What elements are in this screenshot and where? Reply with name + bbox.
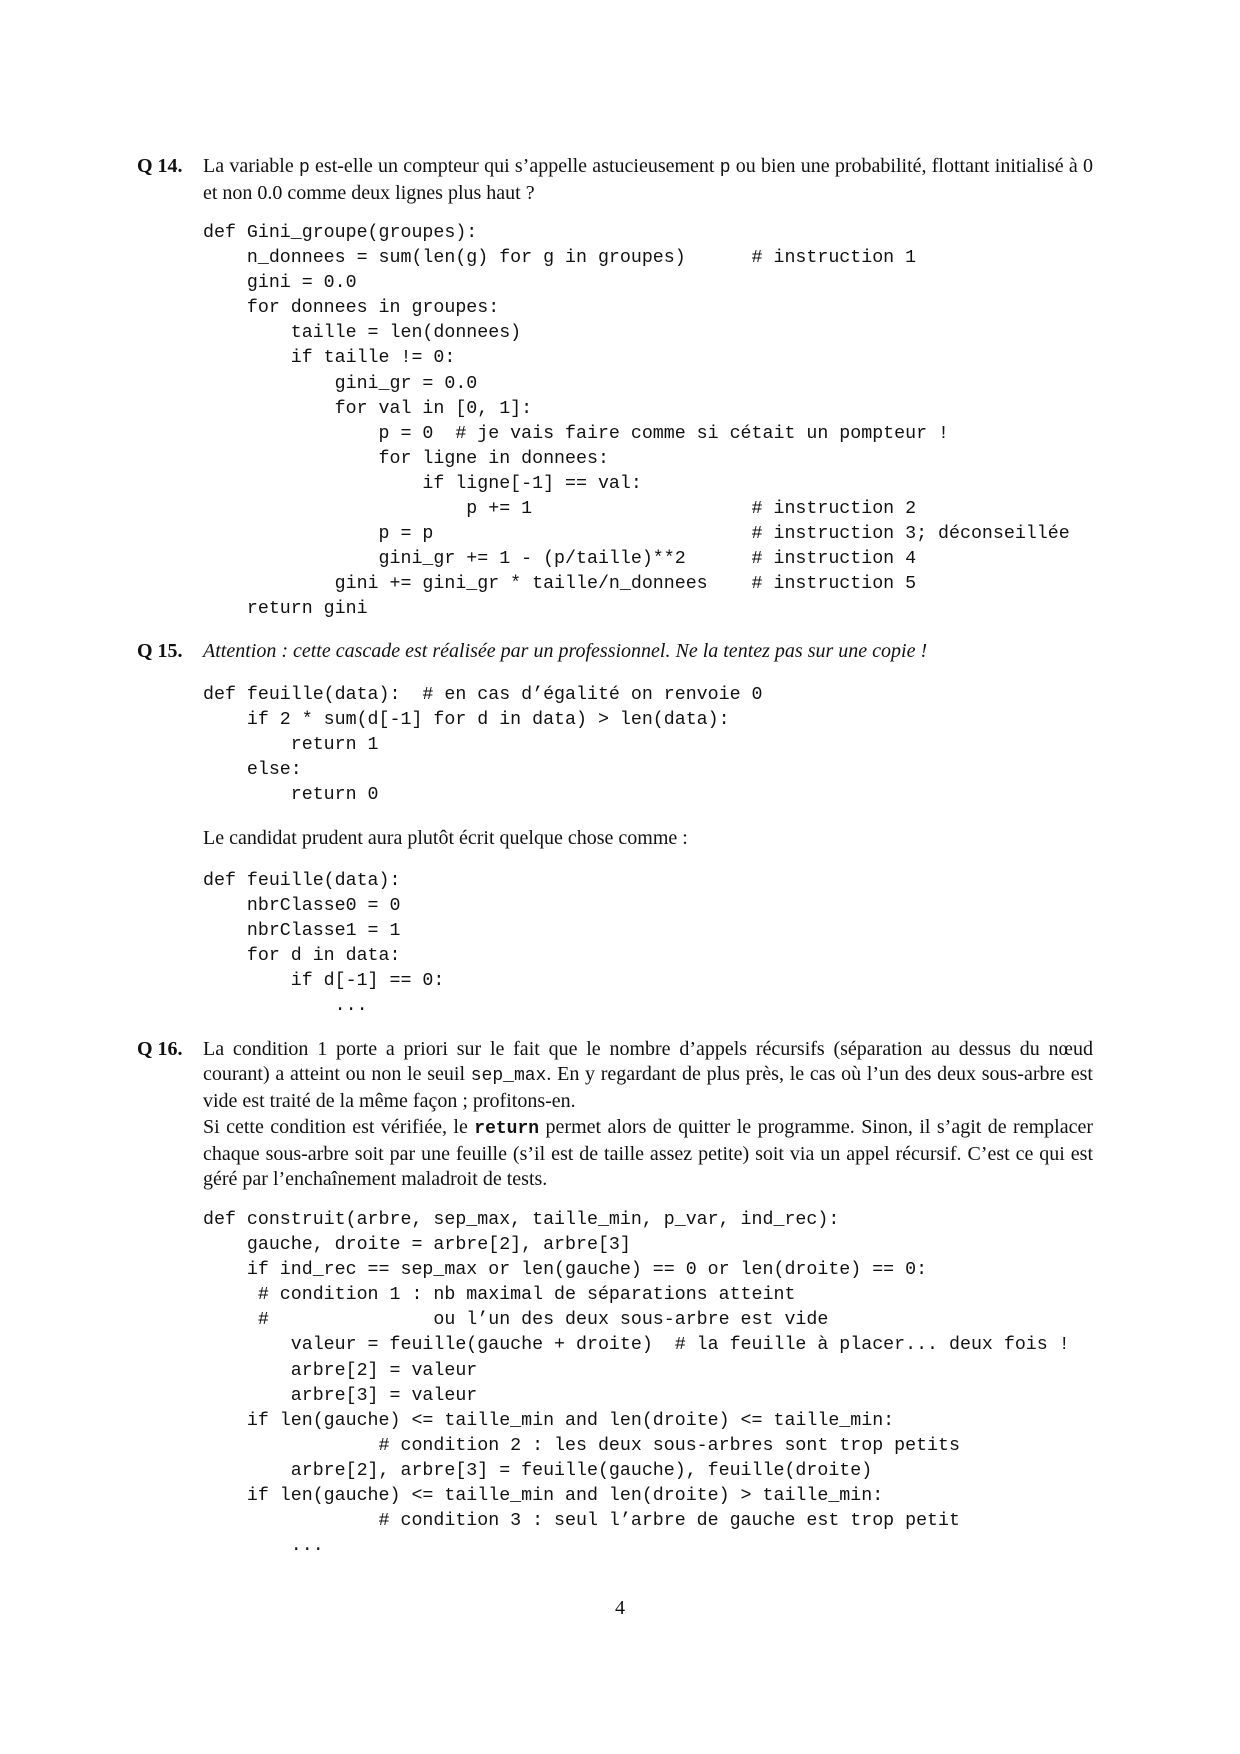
question-16-paragraph-2	[203, 1115, 1093, 1192]
text: est-elle un compteur qui s’appelle astucieusement	[309, 155, 720, 177]
code-line: p = p # instruction 3; déconseillée	[203, 524, 1070, 545]
code-line: # condition 1 : nb maximal de séparations atteint	[203, 1285, 796, 1306]
code-gini-groupe	[203, 221, 1093, 623]
code-line: for ligne in donnees:	[203, 448, 609, 469]
question-16-paragraph-1	[203, 1037, 1093, 1114]
code-line: # condition 3 : seul l’arbre de gauche est trop petit	[203, 1511, 960, 1532]
text: ou bien une probabilité, flottant initialisé à 0 et non 0.0 comme deux lignes plus haut ?	[203, 155, 1094, 204]
code-line: arbre[2] = valeur	[203, 1360, 478, 1381]
code-line: if ligne[-1] == val:	[203, 473, 642, 494]
code-line: # condition 2 : les deux sous-arbres sont trop petits	[203, 1435, 960, 1456]
code-line: p += 1 # instruction 2	[203, 499, 917, 520]
code-line: def feuille(data): # en cas d’égalité on renvoie 0	[203, 685, 763, 705]
code-line: gini_gr += 1 - (p/taille)**2 # instruction 4	[203, 549, 917, 570]
code-line: gini += gini_gr * taille/n_donnees # instruction 5	[203, 574, 917, 595]
inline-code: p	[299, 158, 310, 178]
code-line: if d[-1] == 0:	[203, 971, 445, 992]
code-line: return 1	[203, 735, 379, 756]
inline-code: return	[474, 1119, 540, 1139]
page-number: 4	[615, 1597, 625, 1619]
italic-text: Attention : cette cascade est réalisée par un professionnel. Ne la tentez pas sur une copie !	[203, 640, 928, 662]
text: Si cette condition est vérifiée, le	[203, 1116, 475, 1138]
code-line: return 0	[203, 785, 379, 806]
code-line: if taille != 0:	[203, 348, 456, 369]
code-line: gini_gr = 0.0	[203, 373, 478, 394]
code-feuille-1	[203, 683, 1093, 808]
code-line: ...	[203, 996, 368, 1017]
code-line: gini = 0.0	[203, 273, 357, 294]
question-label-14: Q 14.	[137, 155, 183, 177]
text: permet alors de quitter le programme. Sinon, il s’agit de remplacer chaque sous-arbre soit par une feuille (s’il est de taille assez petite) soit via un appel récursif. C’est ce qui est géré par l’enchaînement maladroit de tests.	[203, 1116, 1093, 1190]
code-line: gauche, droite = arbre[2], arbre[3]	[203, 1235, 631, 1256]
code-line: if 2 * sum(d[-1] for d in data) > len(data):	[203, 710, 730, 731]
text: La condition 1 porte a priori sur le fait que le nombre d’appels récursifs (séparation au dessus du nœud courant) a atteint ou non le seuil	[203, 1038, 1093, 1085]
code-line: p = 0 # je vais faire comme si cétait un pompteur !	[203, 423, 949, 444]
question-15-text-2: Le candidat prudent aura plutôt écrit quelque chose comme :	[203, 827, 688, 849]
code-line: taille = len(donnees)	[203, 323, 522, 344]
code-line: else:	[203, 760, 302, 781]
code-line: nbrClasse0 = 0	[203, 896, 401, 917]
code-line: ...	[203, 1536, 324, 1557]
inline-code: p	[719, 158, 731, 178]
code-construit	[203, 1208, 1093, 1559]
text: . En y regardant de plus près, le cas où l’un des deux sous-arbre est vide est traité de la même façon ; profitons-en.	[203, 1063, 1093, 1112]
question-label-15: Q 15.	[137, 640, 183, 662]
code-line: arbre[2], arbre[3] = feuille(gauche), feuille(droite)	[203, 1460, 873, 1481]
code-line: if len(gauche) <= taille_min and len(droite) > taille_min:	[203, 1486, 884, 1507]
text: La variable	[203, 155, 299, 177]
code-line: if ind_rec == sep_max or len(gauche) == 0 or len(droite) == 0:	[203, 1260, 928, 1281]
code-line: def construit(arbre, sep_max, taille_min, p_var, ind_rec):	[203, 1210, 840, 1230]
code-line: n_donnees = sum(len(g) for g in groupes) # instruction 1	[203, 248, 917, 269]
code-line: for donnees in groupes:	[203, 298, 500, 319]
code-line: return gini	[203, 599, 368, 620]
code-line: # ou l’un des deux sous-arbre est vide	[203, 1310, 829, 1331]
code-line: for d in data:	[203, 946, 401, 967]
question-14-text	[203, 154, 1093, 206]
code-line: def feuille(data):	[203, 871, 401, 891]
code-line: valeur = feuille(gauche + droite) # la feuille à placer... deux fois !	[203, 1335, 1070, 1356]
question-15-text	[203, 639, 1093, 664]
code-line: nbrClasse1 = 1	[203, 921, 401, 942]
question-label-16: Q 16.	[137, 1038, 183, 1060]
code-feuille-2	[203, 869, 1093, 1020]
code-line: if len(gauche) <= taille_min and len(droite) <= taille_min:	[203, 1410, 895, 1431]
code-line: for val in [0, 1]:	[203, 398, 533, 419]
code-line: arbre[3] = valeur	[203, 1385, 478, 1406]
inline-code: sep_max	[470, 1066, 547, 1086]
code-line: def Gini_groupe(groupes):	[203, 223, 478, 243]
